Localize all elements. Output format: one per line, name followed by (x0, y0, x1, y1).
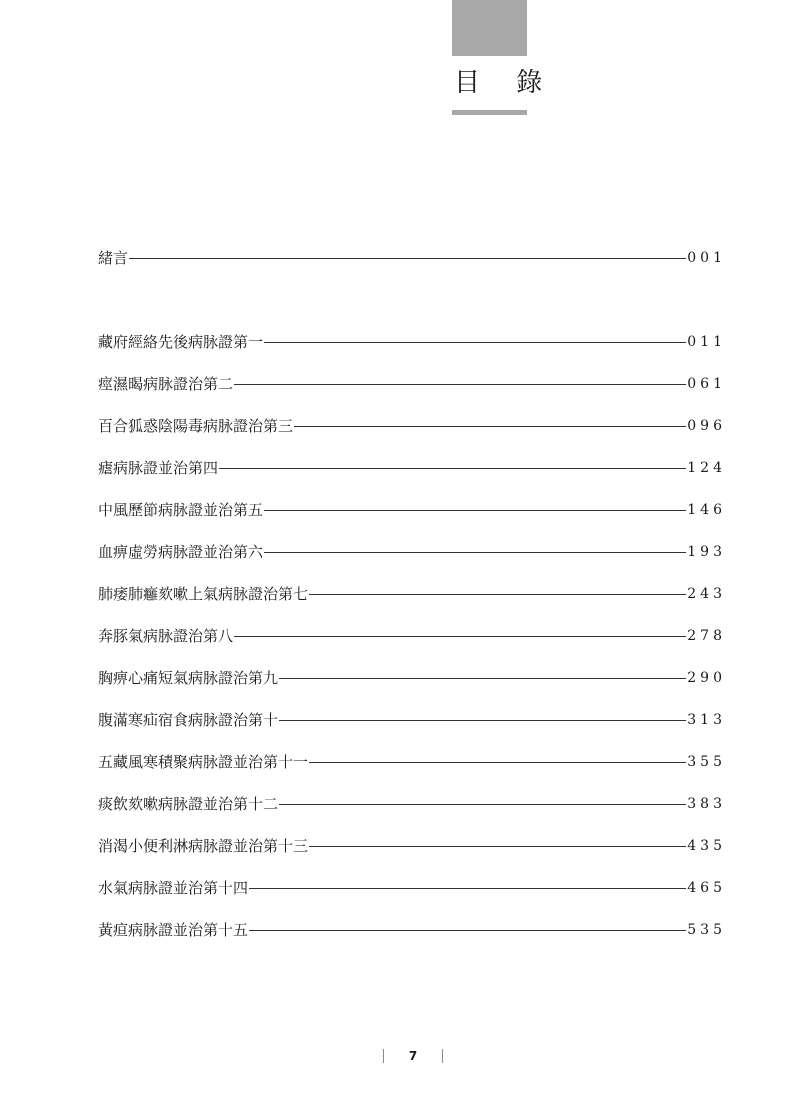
toc-entry[interactable] (98, 330, 726, 354)
header-tab (452, 0, 527, 56)
title-underline (452, 110, 527, 115)
toc-entry[interactable] (98, 918, 726, 942)
toc-leader-line (219, 468, 686, 469)
toc-entry-title: 黃疸病脉證並治第十五 (98, 921, 249, 939)
toc-leader-line (264, 342, 686, 343)
toc-entry[interactable] (98, 750, 726, 774)
toc-entry-page: 124 (687, 460, 726, 476)
toc-entry-page: 465 (687, 880, 726, 896)
toc-entry-title: 中風歷節病脉證並治第五 (98, 501, 264, 519)
toc-entry-page: 535 (687, 922, 726, 938)
toc-entry-title: 痰飲欬嗽病脉證並治第十二 (98, 795, 279, 813)
toc-leader-line (129, 258, 686, 259)
toc-leader-line (249, 930, 686, 931)
page-title: 目 錄 (454, 68, 557, 98)
toc-entry[interactable] (98, 624, 726, 648)
toc-entry-page: 146 (687, 502, 726, 518)
toc-leader-line (234, 384, 686, 385)
toc-leader-line (309, 762, 686, 763)
toc-entry[interactable] (98, 876, 726, 900)
toc-entry[interactable] (98, 582, 726, 606)
toc-entry-page: 278 (687, 628, 726, 644)
toc-entry[interactable] (98, 246, 726, 270)
toc-entry[interactable] (98, 834, 726, 858)
toc-entry-page: 355 (687, 754, 726, 770)
toc-entry-page: 383 (687, 796, 726, 812)
toc-leader-line (264, 552, 686, 553)
toc-entry-title: 腹滿寒疝宿食病脉證治第十 (98, 711, 279, 729)
toc-entry-page: 001 (687, 250, 726, 266)
toc-entry[interactable] (98, 414, 726, 438)
toc-entry-page: 061 (687, 376, 726, 392)
toc-leader-line (279, 678, 686, 679)
toc-leader-line (264, 510, 686, 511)
toc-leader-line (309, 594, 686, 595)
toc-entry[interactable] (98, 456, 726, 480)
page-footer (383, 1047, 443, 1065)
toc-leader-line (279, 804, 686, 805)
toc-entry[interactable] (98, 666, 726, 690)
toc-entry-page: 290 (687, 670, 726, 686)
footer-divider-left (383, 1049, 384, 1063)
toc-entry-title: 瘧病脉證並治第四 (98, 459, 219, 477)
toc-heading (452, 0, 557, 115)
page-number: 7 (408, 1049, 418, 1063)
toc-entry-title: 緒言 (98, 249, 129, 267)
toc-entry-title: 肺痿肺癰欬嗽上氣病脉證治第七 (98, 585, 309, 603)
toc-entry-title: 血痹虛勞病脉證並治第六 (98, 543, 264, 561)
toc-leader-line (309, 846, 686, 847)
toc-entry-title: 水氣病脉證並治第十四 (98, 879, 249, 897)
toc-entry-title: 百合狐惑陰陽毒病脉證治第三 (98, 417, 294, 435)
toc-entry-page: 193 (687, 544, 726, 560)
toc-entry-title: 五藏風寒積聚病脉證並治第十一 (98, 753, 309, 771)
toc-entry[interactable] (98, 540, 726, 564)
toc-entry-page: 313 (687, 712, 726, 728)
toc-entry-title: 痙濕暍病脉證治第二 (98, 375, 234, 393)
toc-leader-line (294, 426, 686, 427)
toc-entry-title: 藏府經絡先後病脉證第一 (98, 333, 264, 351)
toc-entry[interactable] (98, 498, 726, 522)
toc-entry-page: 011 (687, 334, 726, 350)
toc-entry[interactable] (98, 372, 726, 396)
footer-divider-right (442, 1049, 443, 1063)
toc-entry-page: 243 (687, 586, 726, 602)
toc-leader-line (234, 636, 686, 637)
toc-entry-title: 消渴小便利淋病脉證並治第十三 (98, 837, 309, 855)
toc-entry-page: 435 (687, 838, 726, 854)
toc-leader-line (279, 720, 686, 721)
toc-entry[interactable] (98, 792, 726, 816)
toc-entry-title: 奔豚氣病脉證治第八 (98, 627, 234, 645)
toc-entry-title: 胸痹心痛短氣病脉證治第九 (98, 669, 279, 687)
toc-entry-page: 096 (687, 418, 726, 434)
toc-entry[interactable] (98, 708, 726, 732)
toc-leader-line (249, 888, 686, 889)
